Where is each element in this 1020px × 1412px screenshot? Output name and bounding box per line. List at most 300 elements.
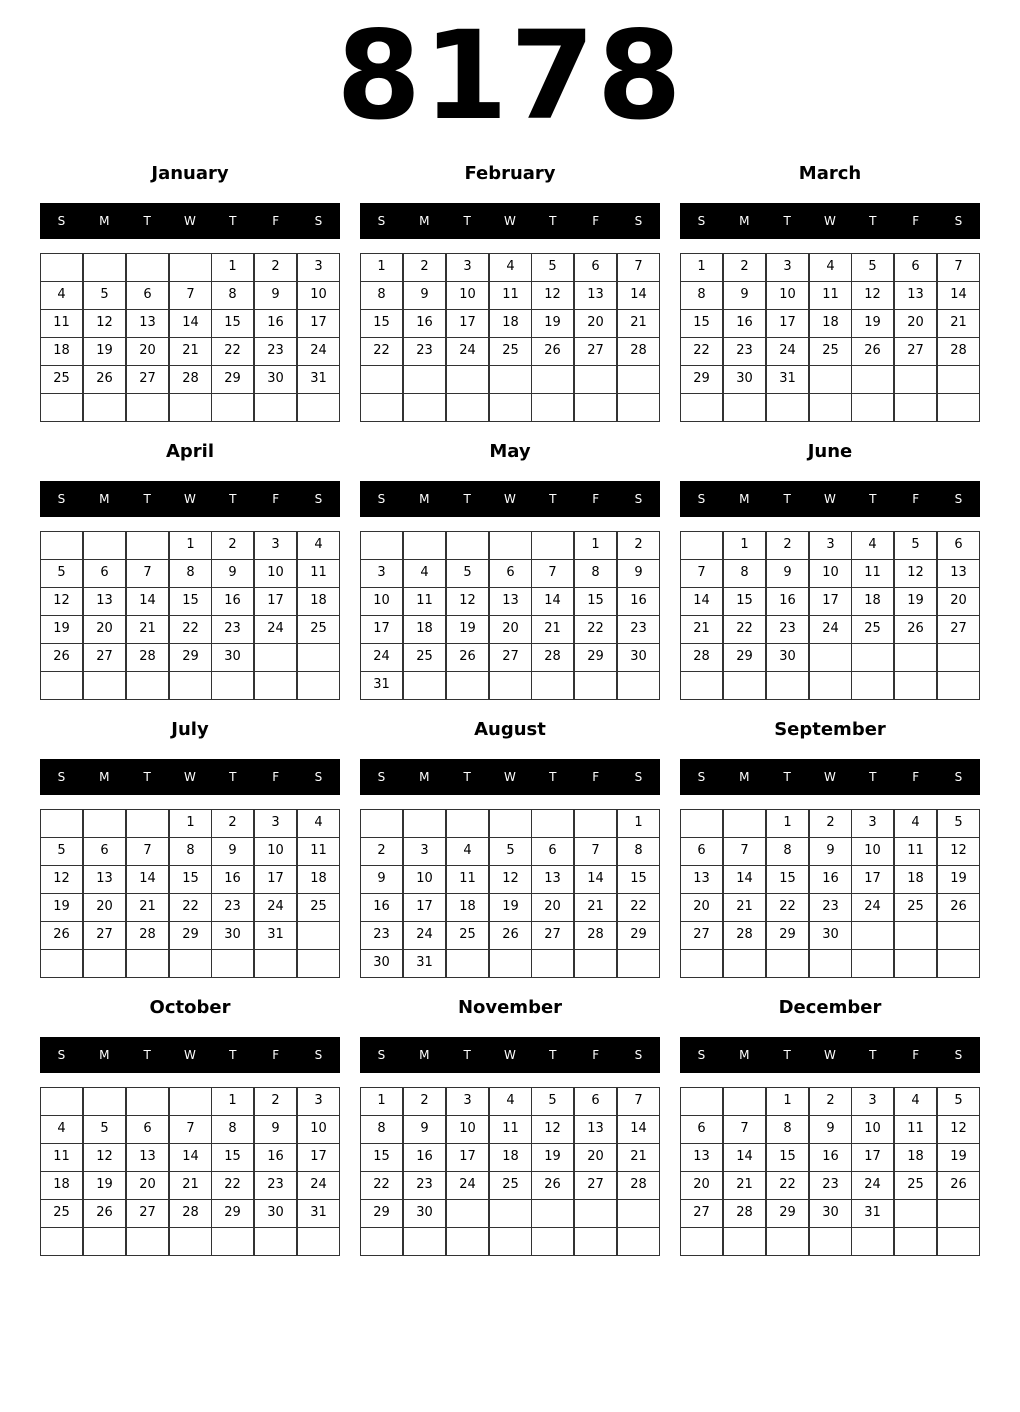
day-cell: 9	[809, 837, 852, 866]
day-cell: 12	[851, 281, 894, 310]
day-cell: 24	[254, 615, 297, 644]
day-cell: 4	[894, 1087, 937, 1116]
day-cell: 15	[169, 865, 212, 894]
day-cell: 9	[403, 281, 446, 310]
day-cell: 8	[766, 837, 809, 866]
empty-day-cell	[574, 1227, 617, 1256]
day-cell: 16	[360, 893, 403, 922]
day-cell: 20	[937, 587, 980, 616]
day-cell: 11	[40, 309, 83, 338]
empty-day-cell	[937, 365, 980, 394]
day-cell: 24	[254, 893, 297, 922]
day-cell: 9	[723, 281, 766, 310]
day-cell: 14	[680, 587, 723, 616]
day-cell: 31	[851, 1199, 894, 1228]
day-cell: 6	[680, 837, 723, 866]
day-cell: 26	[894, 615, 937, 644]
day-cell: 8	[360, 281, 403, 310]
day-cell: 30	[254, 1199, 297, 1228]
day-cell: 17	[446, 309, 489, 338]
empty-day-cell	[211, 393, 254, 422]
day-cell: 28	[617, 1171, 660, 1200]
day-cell: 18	[297, 587, 340, 616]
day-cell: 3	[766, 253, 809, 282]
weekday-label: S	[377, 1048, 386, 1062]
day-cell: 24	[851, 1171, 894, 1200]
day-cell: 22	[169, 893, 212, 922]
empty-day-cell	[937, 921, 980, 950]
day-cell: 26	[446, 643, 489, 672]
weekday-label: M	[419, 492, 430, 506]
day-cell: 13	[680, 865, 723, 894]
day-cell: 2	[254, 253, 297, 282]
day-cell: 17	[851, 865, 894, 894]
day-cell: 9	[254, 1115, 297, 1144]
weekday-label: F	[272, 770, 280, 784]
day-cell: 3	[809, 531, 852, 560]
weekday-label: T	[463, 1048, 471, 1062]
empty-day-cell	[446, 1199, 489, 1228]
day-cell: 30	[211, 643, 254, 672]
empty-day-cell	[937, 643, 980, 672]
day-cell: 27	[531, 921, 574, 950]
day-cell: 22	[211, 337, 254, 366]
day-cell: 15	[169, 587, 212, 616]
weekday-label: T	[549, 770, 557, 784]
empty-day-cell	[894, 1227, 937, 1256]
day-cell: 18	[894, 865, 937, 894]
empty-day-cell	[617, 1227, 660, 1256]
day-cell: 25	[40, 1199, 83, 1228]
day-cell: 5	[489, 837, 532, 866]
weekday-label: S	[697, 1048, 706, 1062]
day-cell: 12	[489, 865, 532, 894]
day-cell: 1	[574, 531, 617, 560]
empty-day-cell	[680, 1087, 723, 1116]
day-cell: 8	[574, 559, 617, 588]
day-cell: 5	[83, 1115, 126, 1144]
empty-day-cell	[574, 1199, 617, 1228]
day-cell: 11	[809, 281, 852, 310]
day-cell: 18	[40, 337, 83, 366]
day-cell: 1	[169, 531, 212, 560]
day-cell: 19	[40, 615, 83, 644]
weekday-label: W	[504, 1048, 516, 1062]
day-cell: 23	[766, 615, 809, 644]
day-cell: 24	[297, 1171, 340, 1200]
day-cell: 30	[766, 643, 809, 672]
empty-day-cell	[894, 1199, 937, 1228]
weekday-label: S	[57, 770, 66, 784]
day-cell: 20	[574, 309, 617, 338]
day-cell: 16	[254, 1143, 297, 1172]
day-cell: 5	[851, 253, 894, 282]
month-name: July	[171, 719, 209, 740]
day-cell: 21	[723, 893, 766, 922]
empty-day-cell	[489, 671, 532, 700]
days-grid	[680, 1087, 981, 1256]
empty-day-cell	[766, 1227, 809, 1256]
empty-day-cell	[489, 1227, 532, 1256]
day-cell: 28	[531, 643, 574, 672]
empty-day-cell	[531, 393, 574, 422]
day-cell: 30	[617, 643, 660, 672]
day-cell: 19	[937, 1143, 980, 1172]
day-cell: 15	[360, 309, 403, 338]
day-cell: 5	[446, 559, 489, 588]
day-cell: 22	[360, 1171, 403, 1200]
empty-day-cell	[254, 1227, 297, 1256]
empty-day-cell	[169, 393, 212, 422]
day-cell: 19	[40, 893, 83, 922]
day-cell: 3	[254, 531, 297, 560]
empty-day-cell	[211, 671, 254, 700]
day-cell: 24	[360, 643, 403, 672]
day-cell: 12	[531, 281, 574, 310]
empty-day-cell	[723, 671, 766, 700]
weekday-label: T	[229, 492, 237, 506]
day-cell: 18	[489, 309, 532, 338]
weekday-label: W	[504, 770, 516, 784]
weekday-label: M	[99, 214, 110, 228]
day-cell: 3	[446, 1087, 489, 1116]
weekday-label: W	[824, 1048, 836, 1062]
day-cell: 12	[937, 837, 980, 866]
day-cell: 24	[809, 615, 852, 644]
weekday-label: F	[272, 492, 280, 506]
weekday-label: T	[143, 214, 151, 228]
empty-day-cell	[894, 921, 937, 950]
day-cell: 27	[83, 643, 126, 672]
day-cell: 16	[617, 587, 660, 616]
day-cell: 27	[937, 615, 980, 644]
day-cell: 8	[211, 1115, 254, 1144]
day-cell: 7	[723, 837, 766, 866]
day-cell: 24	[766, 337, 809, 366]
day-cell: 31	[254, 921, 297, 950]
day-cell: 9	[254, 281, 297, 310]
day-cell: 3	[851, 1087, 894, 1116]
empty-day-cell	[894, 365, 937, 394]
day-cell: 30	[254, 365, 297, 394]
empty-day-cell	[360, 393, 403, 422]
day-cell: 2	[617, 531, 660, 560]
day-cell: 29	[723, 643, 766, 672]
day-cell: 27	[680, 921, 723, 950]
weekday-header	[360, 759, 660, 795]
day-cell: 27	[83, 921, 126, 950]
day-cell: 7	[531, 559, 574, 588]
weekday-label: F	[592, 1048, 600, 1062]
empty-day-cell	[40, 393, 83, 422]
day-cell: 2	[211, 531, 254, 560]
empty-day-cell	[297, 671, 340, 700]
day-cell: 3	[446, 253, 489, 282]
day-cell: 28	[126, 643, 169, 672]
day-cell: 22	[211, 1171, 254, 1200]
day-cell: 10	[403, 865, 446, 894]
day-cell: 12	[531, 1115, 574, 1144]
empty-day-cell	[297, 643, 340, 672]
day-cell: 6	[574, 253, 617, 282]
weekday-header	[680, 759, 980, 795]
weekday-header	[360, 203, 660, 239]
day-cell: 10	[766, 281, 809, 310]
day-cell: 16	[809, 865, 852, 894]
day-cell: 12	[83, 309, 126, 338]
weekday-label: M	[419, 1048, 430, 1062]
day-cell: 9	[617, 559, 660, 588]
day-cell: 25	[489, 337, 532, 366]
day-cell: 29	[617, 921, 660, 950]
day-cell: 8	[169, 837, 212, 866]
day-cell: 31	[297, 1199, 340, 1228]
empty-day-cell	[617, 365, 660, 394]
month-name: October	[149, 997, 231, 1018]
day-cell: 17	[446, 1143, 489, 1172]
weekday-label: W	[504, 214, 516, 228]
day-cell: 3	[851, 809, 894, 838]
day-cell: 19	[851, 309, 894, 338]
day-cell: 11	[297, 559, 340, 588]
weekday-label: M	[739, 770, 750, 784]
day-cell: 25	[894, 893, 937, 922]
day-cell: 14	[617, 1115, 660, 1144]
empty-day-cell	[83, 809, 126, 838]
day-cell: 20	[83, 893, 126, 922]
weekday-label: W	[504, 492, 516, 506]
weekday-label: W	[184, 214, 196, 228]
empty-day-cell	[40, 1227, 83, 1256]
day-cell: 1	[766, 1087, 809, 1116]
day-cell: 23	[403, 337, 446, 366]
day-cell: 24	[297, 337, 340, 366]
day-cell: 24	[446, 1171, 489, 1200]
day-cell: 16	[211, 865, 254, 894]
empty-day-cell	[723, 1087, 766, 1116]
empty-day-cell	[446, 393, 489, 422]
weekday-label: W	[824, 214, 836, 228]
day-cell: 19	[937, 865, 980, 894]
weekday-label: F	[912, 770, 920, 784]
day-cell: 22	[680, 337, 723, 366]
day-cell: 22	[723, 615, 766, 644]
empty-day-cell	[83, 671, 126, 700]
empty-day-cell	[446, 1227, 489, 1256]
weekday-label: S	[314, 492, 323, 506]
empty-day-cell	[894, 393, 937, 422]
day-cell: 5	[894, 531, 937, 560]
empty-day-cell	[169, 949, 212, 978]
weekday-header	[40, 481, 340, 517]
empty-day-cell	[403, 1227, 446, 1256]
day-cell: 9	[211, 837, 254, 866]
weekday-label: M	[739, 1048, 750, 1062]
day-cell: 16	[809, 1143, 852, 1172]
day-cell: 4	[446, 837, 489, 866]
day-cell: 21	[126, 893, 169, 922]
day-cell: 18	[809, 309, 852, 338]
empty-day-cell	[680, 809, 723, 838]
weekday-label: T	[549, 1048, 557, 1062]
day-cell: 15	[211, 1143, 254, 1172]
day-cell: 7	[126, 559, 169, 588]
empty-day-cell	[40, 949, 83, 978]
empty-day-cell	[126, 809, 169, 838]
day-cell: 5	[40, 837, 83, 866]
days-grid	[360, 253, 661, 422]
empty-day-cell	[126, 531, 169, 560]
day-cell: 2	[360, 837, 403, 866]
weekday-label: S	[377, 492, 386, 506]
empty-day-cell	[360, 809, 403, 838]
weekday-label: S	[697, 214, 706, 228]
day-cell: 10	[297, 281, 340, 310]
empty-day-cell	[254, 393, 297, 422]
day-cell: 14	[937, 281, 980, 310]
day-cell: 21	[617, 1143, 660, 1172]
days-grid	[40, 531, 341, 700]
empty-day-cell	[617, 949, 660, 978]
empty-day-cell	[297, 921, 340, 950]
day-cell: 3	[403, 837, 446, 866]
day-cell: 30	[211, 921, 254, 950]
day-cell: 3	[254, 809, 297, 838]
day-cell: 10	[446, 1115, 489, 1144]
empty-day-cell	[531, 949, 574, 978]
day-cell: 20	[126, 1171, 169, 1200]
day-cell: 16	[766, 587, 809, 616]
day-cell: 23	[254, 1171, 297, 1200]
day-cell: 29	[766, 1199, 809, 1228]
day-cell: 3	[297, 1087, 340, 1116]
weekday-label: F	[592, 492, 600, 506]
day-cell: 28	[723, 921, 766, 950]
day-cell: 29	[169, 643, 212, 672]
empty-day-cell	[83, 949, 126, 978]
day-cell: 26	[489, 921, 532, 950]
empty-day-cell	[254, 643, 297, 672]
weekday-label: T	[783, 492, 791, 506]
days-grid	[40, 253, 341, 422]
day-cell: 16	[723, 309, 766, 338]
empty-day-cell	[851, 393, 894, 422]
empty-day-cell	[680, 531, 723, 560]
day-cell: 27	[574, 1171, 617, 1200]
day-cell: 28	[937, 337, 980, 366]
month-name: February	[464, 163, 556, 184]
day-cell: 17	[766, 309, 809, 338]
day-cell: 20	[680, 893, 723, 922]
day-cell: 8	[723, 559, 766, 588]
weekday-label: T	[229, 770, 237, 784]
weekday-label: F	[912, 1048, 920, 1062]
day-cell: 2	[254, 1087, 297, 1116]
day-cell: 5	[937, 1087, 980, 1116]
day-cell: 8	[169, 559, 212, 588]
day-cell: 28	[617, 337, 660, 366]
month-name: April	[165, 441, 215, 462]
day-cell: 1	[723, 531, 766, 560]
weekday-label: F	[272, 214, 280, 228]
day-cell: 18	[489, 1143, 532, 1172]
empty-day-cell	[574, 365, 617, 394]
month-name: January	[151, 163, 229, 184]
day-cell: 18	[851, 587, 894, 616]
empty-day-cell	[297, 1227, 340, 1256]
day-cell: 18	[297, 865, 340, 894]
day-cell: 6	[489, 559, 532, 588]
empty-day-cell	[489, 809, 532, 838]
empty-day-cell	[126, 1087, 169, 1116]
day-cell: 17	[403, 893, 446, 922]
day-cell: 10	[360, 587, 403, 616]
day-cell: 29	[360, 1199, 403, 1228]
day-cell: 7	[169, 281, 212, 310]
days-grid	[680, 809, 981, 978]
weekday-header	[680, 481, 980, 517]
day-cell: 31	[360, 671, 403, 700]
weekday-label: T	[549, 214, 557, 228]
day-cell: 25	[297, 893, 340, 922]
weekday-header	[360, 481, 660, 517]
weekday-label: S	[954, 214, 963, 228]
day-cell: 14	[723, 1143, 766, 1172]
day-cell: 9	[766, 559, 809, 588]
empty-day-cell	[83, 393, 126, 422]
day-cell: 6	[894, 253, 937, 282]
empty-day-cell	[83, 531, 126, 560]
empty-day-cell	[851, 1227, 894, 1256]
days-grid	[360, 531, 661, 700]
day-cell: 11	[40, 1143, 83, 1172]
day-cell: 19	[83, 337, 126, 366]
day-cell: 24	[851, 893, 894, 922]
empty-day-cell	[851, 671, 894, 700]
day-cell: 18	[40, 1171, 83, 1200]
day-cell: 19	[894, 587, 937, 616]
day-cell: 15	[680, 309, 723, 338]
day-cell: 23	[360, 921, 403, 950]
empty-day-cell	[809, 393, 852, 422]
day-cell: 27	[126, 1199, 169, 1228]
weekday-label: F	[592, 214, 600, 228]
empty-day-cell	[211, 949, 254, 978]
weekday-label: T	[783, 770, 791, 784]
empty-day-cell	[531, 1227, 574, 1256]
day-cell: 25	[489, 1171, 532, 1200]
empty-day-cell	[531, 531, 574, 560]
day-cell: 17	[254, 865, 297, 894]
empty-day-cell	[489, 531, 532, 560]
day-cell: 1	[680, 253, 723, 282]
day-cell: 6	[126, 1115, 169, 1144]
day-cell: 20	[83, 615, 126, 644]
empty-day-cell	[851, 365, 894, 394]
empty-day-cell	[403, 531, 446, 560]
day-cell: 23	[254, 337, 297, 366]
day-cell: 4	[809, 253, 852, 282]
empty-day-cell	[680, 949, 723, 978]
day-cell: 26	[851, 337, 894, 366]
day-cell: 9	[809, 1115, 852, 1144]
day-cell: 11	[894, 1115, 937, 1144]
empty-day-cell	[169, 1087, 212, 1116]
days-grid	[680, 253, 981, 422]
day-cell: 30	[809, 921, 852, 950]
empty-day-cell	[403, 809, 446, 838]
weekday-label: T	[549, 492, 557, 506]
